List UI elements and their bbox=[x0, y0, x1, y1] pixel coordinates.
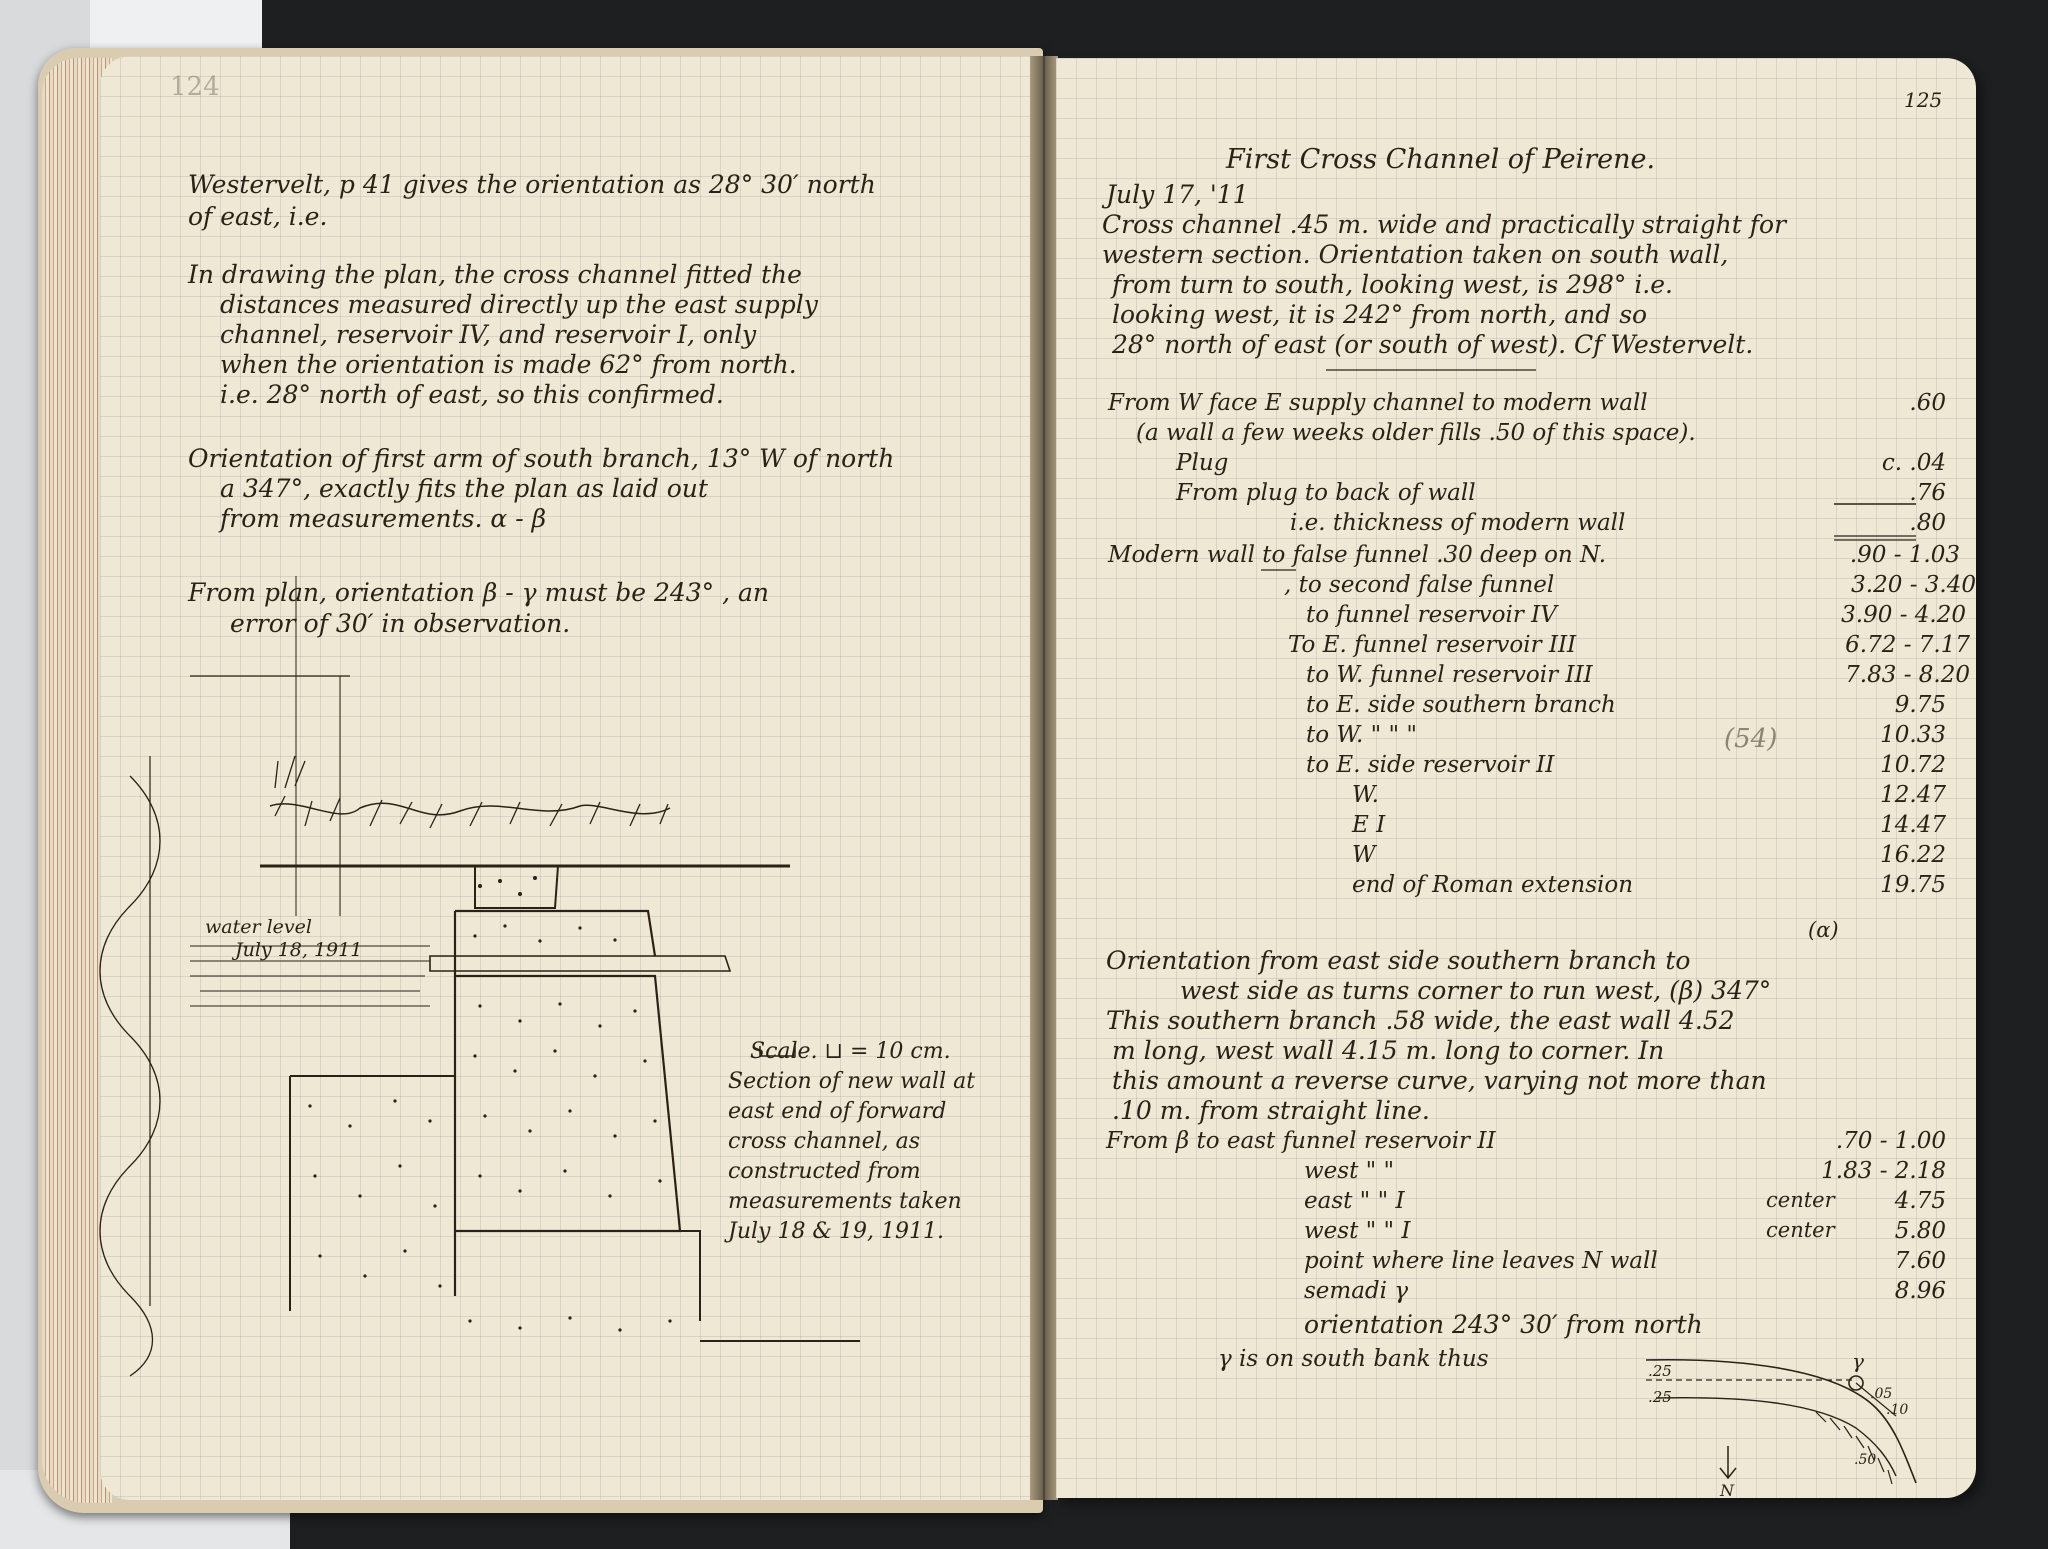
measure-label: Modern wall to false funnel .30 deep on N. bbox=[1108, 542, 1607, 568]
note-line: channel, reservoir IV, and reservoir I, only bbox=[220, 320, 757, 349]
alpha-mark: (α) bbox=[1808, 918, 1839, 942]
beta-value: 4.75 bbox=[1894, 1188, 1946, 1214]
caption-line: east end of forward bbox=[728, 1099, 947, 1124]
note-line: i.e. 28° north of east, so this confirmed. bbox=[220, 380, 724, 409]
measure-value: .80 bbox=[1909, 510, 1946, 536]
measure-label: , to second false funnel bbox=[1284, 572, 1555, 598]
measure-value: 6.72 - 7.17 bbox=[1845, 632, 1970, 658]
gamma-line: γ is on south bank thus bbox=[1218, 1346, 1489, 1372]
north-label: N bbox=[1720, 1481, 1734, 1500]
measure-value: 10.72 bbox=[1880, 752, 1946, 778]
beta-value: 7.60 bbox=[1894, 1248, 1946, 1274]
caption-line: measurements taken bbox=[728, 1189, 962, 1214]
final-orientation: orientation 243° 30′ from north bbox=[1304, 1310, 1703, 1339]
sketch-label: .25 bbox=[1648, 1362, 1672, 1380]
note-line: a 347°, exactly fits the plan as laid out bbox=[220, 474, 708, 503]
caption-line: cross channel, as bbox=[728, 1129, 921, 1154]
measure-value: 10.33 bbox=[1880, 722, 1946, 748]
measure-value: .90 - 1.03 bbox=[1849, 542, 1960, 568]
measure-label: to funnel reservoir IV bbox=[1306, 602, 1557, 628]
note-line: Westervelt, p 41 gives the orientation as 28° 30′ north bbox=[188, 170, 876, 199]
right-page bbox=[1056, 58, 1976, 1498]
orientation-line: m long, west wall 4.15 m. long to corner. In bbox=[1112, 1036, 1665, 1065]
intro-line: from turn to south, looking west, is 298° i.e. bbox=[1112, 270, 1673, 299]
measure-value: 3.20 - 3.40 bbox=[1851, 572, 1976, 598]
beta-note: center bbox=[1766, 1188, 1835, 1212]
measure-label: to E. side southern branch bbox=[1306, 692, 1616, 718]
caption-line: Section of new wall at bbox=[728, 1069, 976, 1094]
measure-value: 19.75 bbox=[1880, 872, 1946, 898]
book-gutter bbox=[1030, 56, 1058, 1500]
orientation-line: This southern branch .58 wide, the east wall 4.52 bbox=[1106, 1006, 1735, 1035]
beta-value: 5.80 bbox=[1894, 1218, 1946, 1244]
measure-label: to E. side reservoir II bbox=[1306, 752, 1555, 778]
measure-label: to W. " " " bbox=[1306, 722, 1418, 748]
beta-label: west " " bbox=[1304, 1158, 1395, 1184]
note-line: error of 30′ in observation. bbox=[230, 609, 571, 638]
beta-label: semadi γ bbox=[1304, 1278, 1409, 1304]
caption-line: July 18 & 19, 1911. bbox=[728, 1219, 944, 1244]
water-level-date: July 18, 1911 bbox=[235, 939, 363, 961]
note-line: when the orientation is made 62° from north. bbox=[220, 350, 797, 379]
measure-value: 12.47 bbox=[1880, 782, 1946, 808]
measure-label: To E. funnel reservoir III bbox=[1288, 632, 1577, 658]
measure-value: 3.90 - 4.20 bbox=[1841, 602, 1966, 628]
measure-label: end of Roman extension bbox=[1352, 872, 1634, 898]
beta-label: From β to east funnel reservoir II bbox=[1106, 1128, 1496, 1154]
sketch-label: γ bbox=[1852, 1349, 1864, 1373]
measure-value: 16.22 bbox=[1880, 842, 1946, 868]
beta-value: 1.83 - 2.18 bbox=[1821, 1158, 1946, 1184]
measure-label: E I bbox=[1352, 812, 1386, 838]
intro-line: 28° north of east (or south of west). Cf Westervelt. bbox=[1112, 330, 1754, 359]
measure-label: From W face E supply channel to modern wall bbox=[1108, 390, 1648, 416]
sketch-label: .50 bbox=[1854, 1452, 1877, 1468]
page-title: First Cross Channel of Peirene. bbox=[1226, 144, 1656, 175]
beta-label: west " " I bbox=[1304, 1218, 1411, 1244]
intro-line: Cross channel .45 m. wide and practically straight for bbox=[1102, 210, 1787, 239]
measure-label: From plug to back of wall bbox=[1176, 480, 1476, 506]
measure-label: W bbox=[1352, 842, 1376, 868]
page-stamp: (54) bbox=[1724, 724, 1778, 754]
measure-value: 7.83 - 8.20 bbox=[1845, 662, 1970, 688]
measure-value: .60 bbox=[1909, 390, 1946, 416]
sketch-label: .25 bbox=[1648, 1388, 1672, 1406]
beta-label: point where line leaves N wall bbox=[1304, 1248, 1658, 1274]
note-line: From plan, orientation β - γ must be 243° , an bbox=[188, 578, 770, 607]
measure-value: .76 bbox=[1909, 480, 1946, 506]
intro-line: western section. Orientation taken on south wall, bbox=[1102, 240, 1729, 269]
note-line: Orientation of first arm of south branch, 13° W of north bbox=[188, 444, 895, 473]
note-line: In drawing the plan, the cross channel fitted the bbox=[188, 260, 802, 289]
beta-label: east " " I bbox=[1304, 1188, 1405, 1214]
measure-label: Plug bbox=[1176, 450, 1229, 476]
beta-value: 8.96 bbox=[1894, 1278, 1946, 1304]
sketch-label: .05 bbox=[1870, 1386, 1893, 1402]
water-level-label: water level bbox=[205, 916, 312, 938]
entry-date: July 17, '11 bbox=[1106, 180, 1249, 209]
wall-section-sketch bbox=[100, 56, 1030, 1500]
caption-line: constructed from bbox=[728, 1159, 921, 1184]
note-line: of east, i.e. bbox=[188, 202, 328, 231]
sketch-label: .10 bbox=[1886, 1402, 1909, 1418]
measure-label: to W. funnel reservoir III bbox=[1306, 662, 1593, 688]
orientation-line: Orientation from east side southern branch to bbox=[1106, 946, 1691, 975]
measure-value: c. .04 bbox=[1881, 450, 1946, 476]
intro-line: looking west, it is 242° from north, and so bbox=[1112, 300, 1648, 329]
measure-value: 14.47 bbox=[1880, 812, 1946, 838]
note-line: distances measured directly up the east supply bbox=[220, 290, 818, 319]
left-page bbox=[100, 56, 1030, 1500]
caption-line: Scale. ⊔ = 10 cm. bbox=[750, 1039, 951, 1064]
bleed-through-page-number: 124 bbox=[170, 72, 220, 102]
measure-value: 9.75 bbox=[1894, 692, 1946, 718]
beta-note: center bbox=[1766, 1218, 1835, 1242]
beta-value: .70 - 1.00 bbox=[1835, 1128, 1946, 1154]
measure-label: (a wall a few weeks older fills .50 of this space). bbox=[1136, 420, 1696, 446]
orientation-line: this amount a reverse curve, varying not more than bbox=[1112, 1066, 1767, 1095]
orientation-line: west side as turns corner to run west, (β) 347° bbox=[1180, 976, 1772, 1005]
measure-label: i.e. thickness of modern wall bbox=[1290, 510, 1626, 536]
orientation-line: .10 m. from straight line. bbox=[1112, 1096, 1430, 1125]
channel-corner-sketch bbox=[1056, 58, 1976, 1498]
note-line: from measurements. α - β bbox=[220, 504, 547, 533]
measure-label: W. bbox=[1352, 782, 1379, 808]
page-number: 125 bbox=[1904, 88, 1943, 112]
